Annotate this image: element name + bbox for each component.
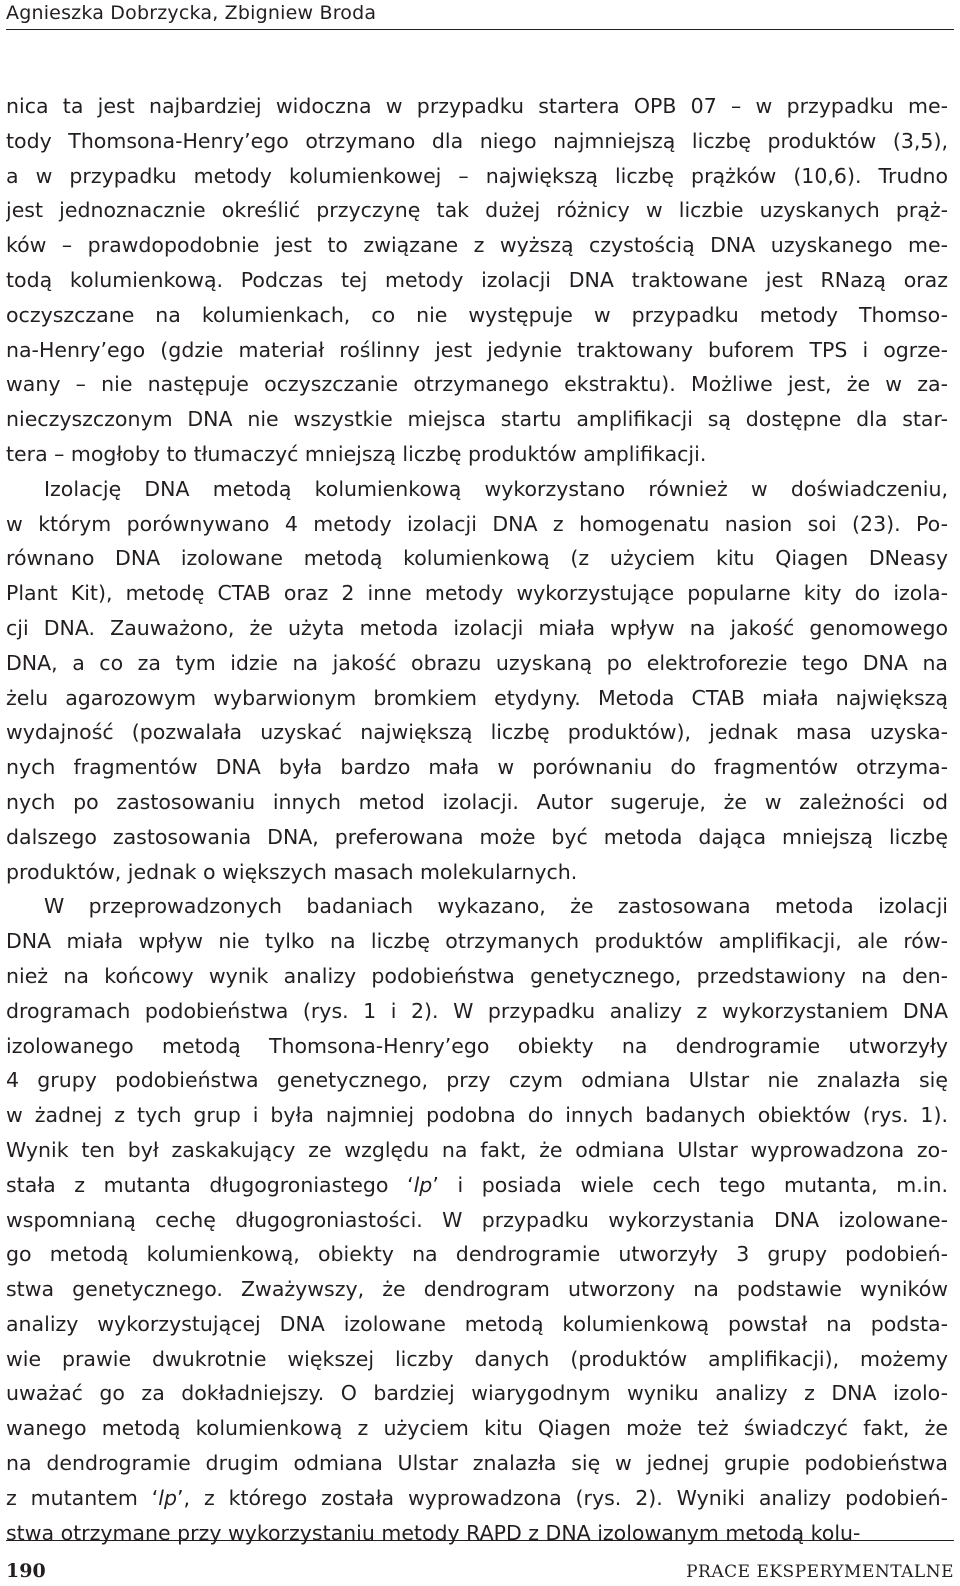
text-line: Plant Kit), metodę CTAB oraz 2 inne metody wykorzystujące popularne kity do izola- (6, 581, 948, 606)
text-line: 4 grupy podobieństwa genetycznego, przy czym odmiana Ulstar nie znalazła się (6, 1068, 948, 1093)
page-number: 190 (6, 1560, 46, 1582)
text-line: todą kolumienkową. Podczas tej metody izolacji DNA traktowane jest RNazą oraz (6, 267, 948, 292)
text-line: wspomnianą cechę długogroniastości. W przypadku wykorzystania DNA izolowane- (6, 1207, 948, 1232)
text-line: stwa genetycznego. Zważywszy, że dendrogram utworzony na podstawie wyników (6, 1277, 948, 1302)
text-line: nież na końcowy wynik analizy podobieństwa genetycznego, przedstawiony na den- (6, 963, 948, 988)
header-authors: Agnieszka Dobrzycka, Zbigniew Broda (6, 2, 377, 24)
text-line: stała z mutanta długogroniastego ‘lp’ i posiada wiele cech tego mutanta, m.in. (6, 1172, 948, 1197)
text-line: tody Thomsona-Henry’ego otrzymano dla niego najmniejszą liczbę produktów (3,5), (6, 128, 948, 153)
text-line: równano DNA izolowane metodą kolumienkową (z użyciem kitu Qiagen DNeasy (6, 546, 948, 571)
text-line: w żadnej z tych grup i była najmniej podobna do innych badanych obiektów (rys. 1). (6, 1103, 948, 1128)
text-line: z mutantem ‘lp’, z którego została wyprowadzona (rys. 2). Wyniki analizy podobień- (6, 1485, 948, 1510)
text-line: oczyszczane na kolumienkach, co nie występuje w przypadku metody Thomso- (6, 302, 948, 327)
text-line: jest jednoznacznie określić przyczynę tak dużej różnicy w liczbie uzyskanych prąż- (6, 198, 948, 223)
text-line: go metodą kolumienkową, obiekty na dendrogramie utworzyły 3 grupy podobień- (6, 1242, 948, 1267)
text-line: dalszego zastosowania DNA, preferowana może być metoda dająca mniejszą liczbę (6, 824, 948, 849)
text-line: a w przypadku metody kolumienkowej – największą liczbę prążków (10,6). Trudno (6, 163, 948, 188)
text-line: analizy wykorzystującej DNA izolowane metodą kolumienkową powstał na podsta- (6, 1311, 948, 1336)
text-line: produktów, jednak o większych masach molekularnych. (6, 859, 578, 884)
page-footer (0, 1540, 960, 1586)
text-line: Wynik ten był zaskakujący ze względu na fakt, że odmiana Ulstar wyprowadzona zo- (6, 1137, 948, 1162)
text-line: nica ta jest najbardziej widoczna w przypadku startera OPB 07 – w przypadku me- (6, 94, 948, 118)
text-line: ków – prawdopodobnie jest to związane z wyższą czystością DNA uzyskanego me- (6, 233, 948, 258)
text-line: stwa otrzymane przy wykorzystaniu metody RAPD z DNA izolowanym metodą kolu- (6, 1520, 861, 1545)
text-line: cji DNA. Zauważono, że użyta metoda izolacji miała wpływ na jakość genomowego (6, 615, 948, 640)
text-line: Izolację DNA metodą kolumienkową wykorzystano również w doświadczeniu, (44, 476, 948, 501)
text-line: DNA, a co za tym idzie na jakość obrazu uzyskaną po elektroforezie tego DNA na (6, 650, 948, 675)
text-line: drogramach podobieństwa (rys. 1 i 2). W przypadku analizy z wykorzystaniem DNA (6, 998, 948, 1023)
text-line: wanego metodą kolumienkową z użyciem kitu Qiagen może też świadczyć fakt, że (6, 1416, 948, 1441)
text-line: w którym porównywano 4 metody izolacji DNA z homogenatu nasion soi (23). Po- (6, 511, 948, 536)
text-line: DNA miała wpływ nie tylko na liczbę otrzymanych produktów amplifikacji, ale rów- (6, 929, 948, 954)
text-line: wany – nie następuje oczyszczanie otrzymanego ekstraktu). Możliwe jest, że w za- (6, 372, 948, 397)
text-line: nych fragmentów DNA była bardzo mała w porównaniu do fragmentów otrzyma- (6, 755, 948, 780)
text-line: na-Henry’ego (gdzie materiał roślinny jest jedynie traktowany buforem TPS i ogrze- (6, 337, 948, 362)
text-line: nieczyszczonym DNA nie wszystkie miejsca startu amplifikacji są dostępne dla star- (6, 407, 948, 432)
text-line: W przeprowadzonych badaniach wykazano, że zastosowana metoda izolacji (44, 894, 948, 919)
text-line: uważać go za dokładniejszy. O bardziej wiarygodnym wyniku analizy z DNA izolo- (6, 1381, 948, 1406)
text-line: wie prawie dwukrotnie większej liczby danych (produktów amplifikacji), możemy (6, 1346, 948, 1371)
text-line: tera – mogłoby to tłumaczyć mniejszą liczbę produktów amplifikacji. (6, 441, 707, 466)
text-line: wydajność (pozwalała uzyskać największą liczbę produktów), jednak masa uzyska- (6, 720, 948, 745)
text-line: żelu agarozowym wybarwionym bromkiem etydyny. Metoda CTAB miała największą (6, 685, 948, 710)
text-line: na dendrogramie drugim odmiana Ulstar znalazła się w jednej grupie podobieństwa (6, 1451, 948, 1476)
section-name: PRACE EKSPERYMENTALNE (686, 1562, 954, 1582)
footer-rule (6, 1540, 954, 1541)
text-line: izolowanego metodą Thomsona-Henry’ego obiekty na dendrogramie utworzyły (6, 1033, 948, 1058)
text-line: nych po zastosowaniu innych metod izolacji. Autor sugeruje, że w zależności od (6, 789, 948, 814)
article-body (6, 89, 948, 1550)
running-header (6, 0, 954, 30)
header-rule (6, 29, 954, 30)
